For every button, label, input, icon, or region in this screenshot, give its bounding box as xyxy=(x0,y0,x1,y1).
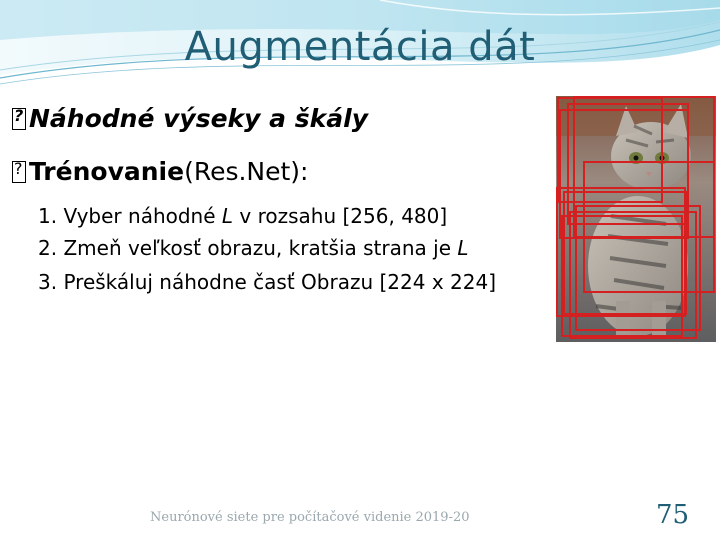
step-2 xyxy=(38,236,469,260)
step-text: Vyber náhodné xyxy=(63,204,222,228)
bullet-glyph-icon xyxy=(12,108,26,130)
bullet-bold-text: Trénovanie xyxy=(29,157,185,186)
slide-title: Augmentácia dát xyxy=(184,24,536,70)
bullet-random-crops xyxy=(12,104,368,133)
bullet-glyph-icon xyxy=(12,161,26,183)
bullet-text: Náhodné výseky a škály xyxy=(29,104,368,133)
page-number: 75 xyxy=(656,500,690,530)
cat-image-with-crops xyxy=(556,96,716,342)
step-variable: L xyxy=(221,204,234,228)
step-1 xyxy=(38,204,447,228)
step-number: 1. xyxy=(38,204,64,228)
step-number: 2. xyxy=(38,236,64,260)
step-variable: L xyxy=(457,236,469,260)
bullet-rest-text: (Res.Net): xyxy=(184,157,309,186)
step-text: Preškáluj náhodne časť Obrazu [224 x 224] xyxy=(63,270,497,294)
slide-footer: Neurónové siete pre počítačové videnie 2019-20 xyxy=(150,510,470,525)
step-number: 3. xyxy=(38,270,64,294)
step-text-end: v rozsahu [256, 480] xyxy=(233,204,448,228)
bullet-training xyxy=(12,157,308,186)
step-text: Zmeň veľkosť obrazu, kratšia strana je xyxy=(63,236,458,260)
step-3 xyxy=(38,270,496,294)
